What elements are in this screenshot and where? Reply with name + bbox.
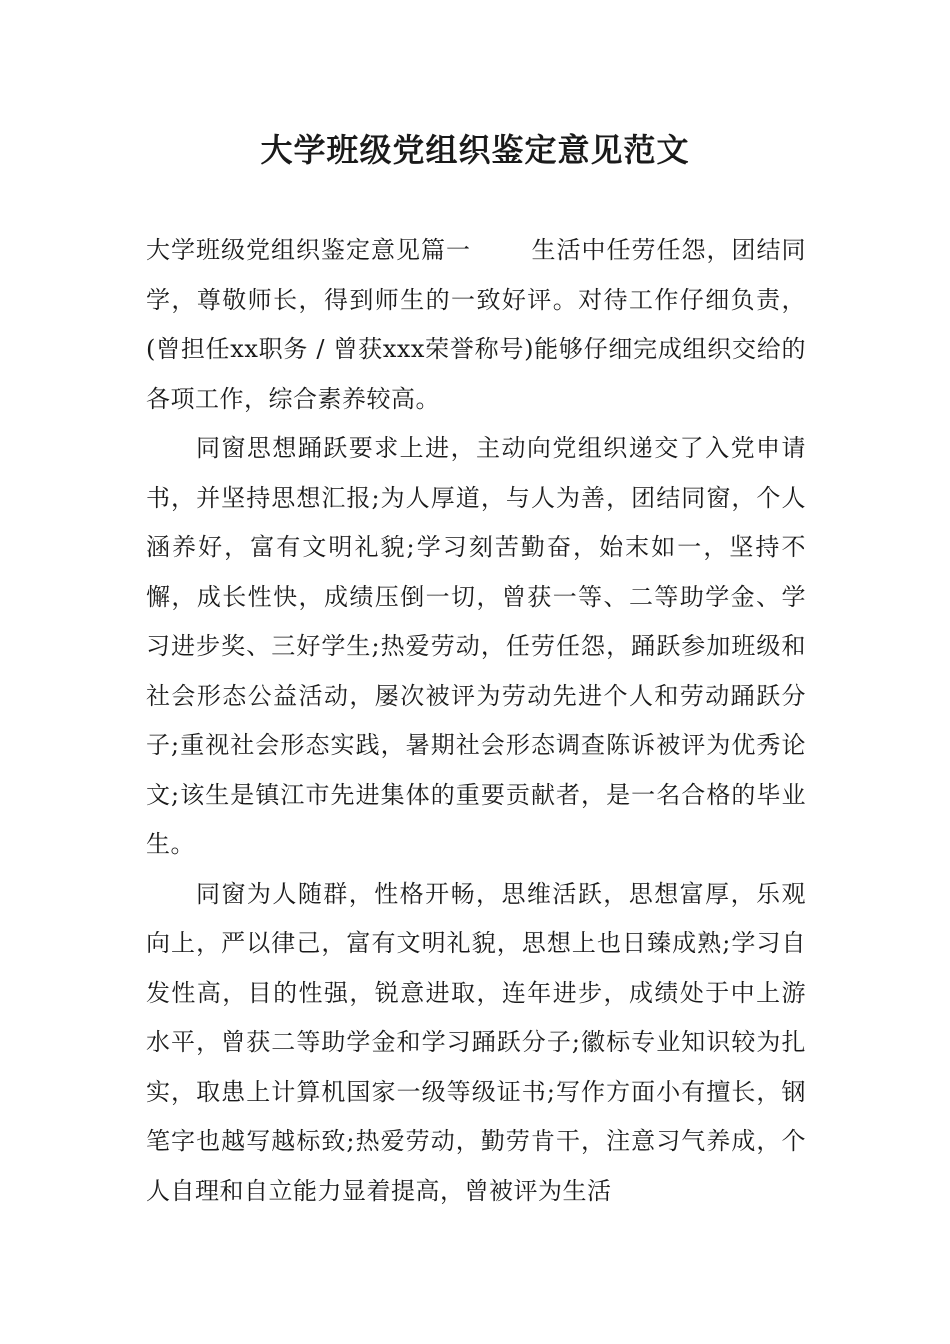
document-body: [146, 226, 806, 1216]
section-heading: 大学班级党组织鉴定意见篇一: [146, 236, 471, 264]
paragraph-2: 同窗思想踊跃要求上进，主动向党组织递交了入党申请书，并坚持思想汇报;为人厚道，与人为善，团结同窗，个人涵养好，富有文明礼貌;学习刻苦勤奋，始末如一，坚持不懈，成长性快，成绩压倒一切，曾获一等、二等助学金、学习进步奖、三好学生;热爱劳动，任劳任怨，踊跃参加班级和社会形态公益活动，屡次被评为劳动先进个人和劳动踊跃分子;重视社会形态实践，暑期社会形态调查陈诉被评为优秀论文;该生是镇江市先进集体的重要贡献者，是一名合格的毕业生。: [146, 434, 806, 858]
document-title: 大学班级党组织鉴定意见范文: [260, 131, 690, 169]
paragraph-3: 同窗为人随群，性格开畅，思维活跃，思想富厚，乐观向上，严以律己，富有文明礼貌，思想上也日臻成熟;学习自发性高，目的性强，锐意进取，连年进步，成绩处于中上游水平，曾获二等助学金和学习踊跃分子;徽标专业知识较为扎实，取患上计算机国家一级等级证书;写作方面小有擅长，钢笔字也越写越标致;热爱劳动，勤劳肯干，注意习气养成，个人自理和自立能力显着提高，曾被评为生活: [146, 879, 806, 1205]
paragraph-1-text: 生活中任劳任怨，团结同学，尊敬师长，得到师生的一致好评。对待工作仔细负责，(曾担任xx职务 / 曾获xxx荣誉称号)能够仔细完成组织交给的各项工作，综合素养较高。: [146, 236, 806, 413]
paragraph-1: [146, 226, 806, 424]
